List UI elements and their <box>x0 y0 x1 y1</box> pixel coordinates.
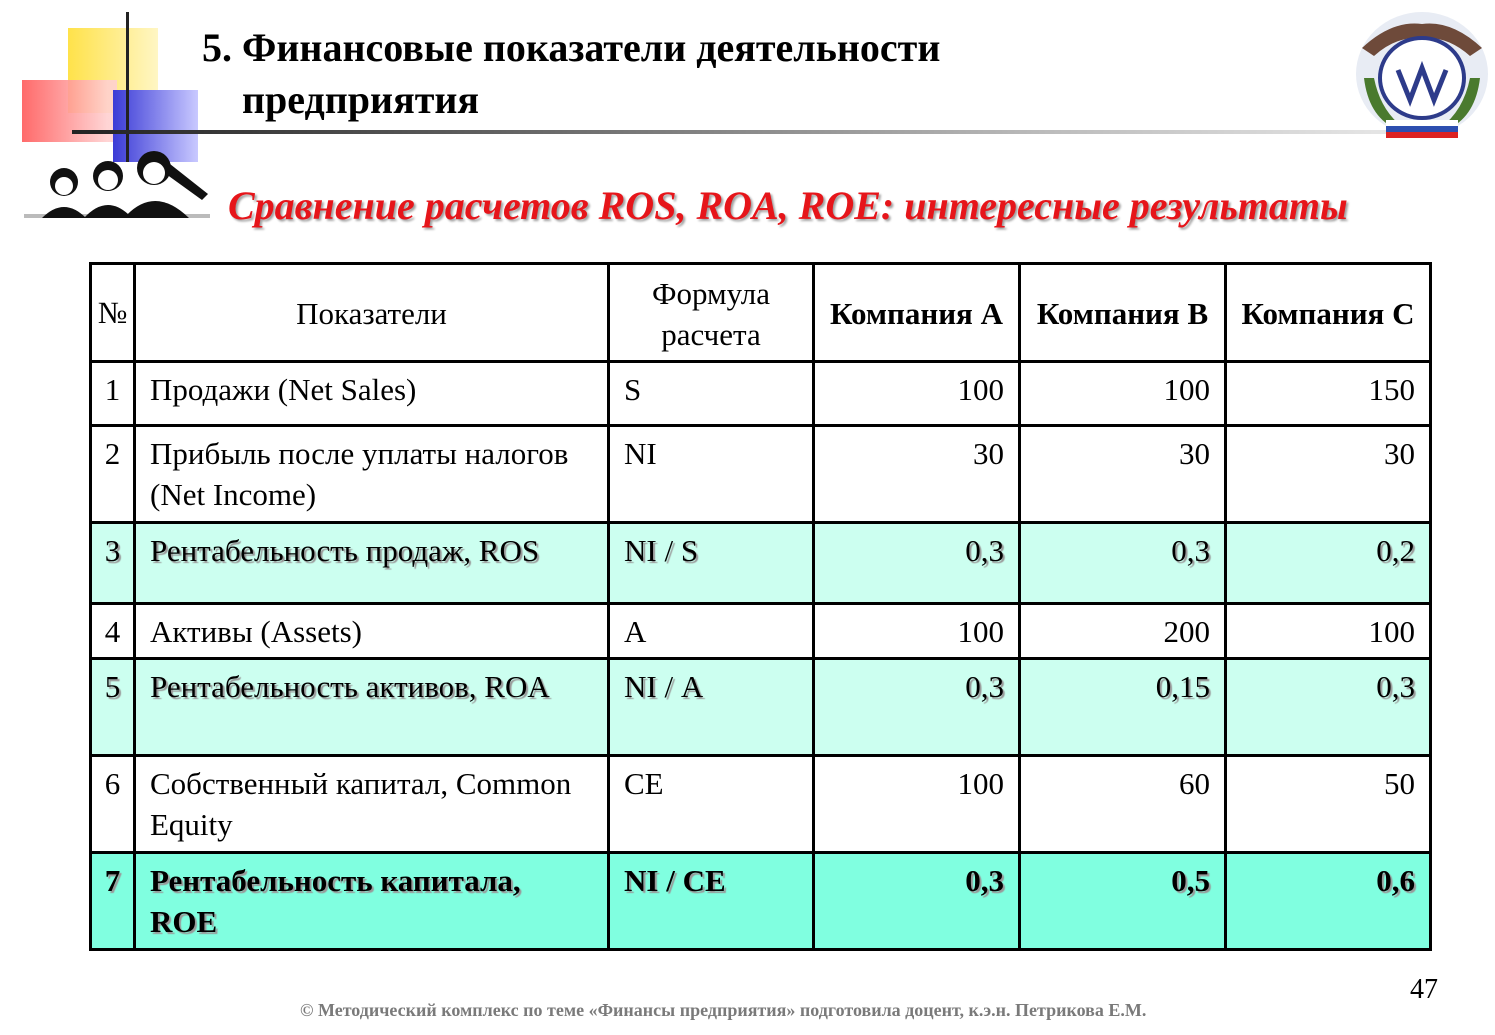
row-number: 6 <box>91 756 135 853</box>
university-emblem-icon <box>1352 8 1492 140</box>
table-row-highlighted <box>91 853 1431 950</box>
row-formula: CE <box>609 756 814 853</box>
value-company-c: 150 <box>1226 362 1431 426</box>
row-number: 2 <box>91 426 135 523</box>
header-company-c: Компания С <box>1226 264 1431 362</box>
row-number: 7 <box>91 853 135 950</box>
footer-copyright: © Методический комплекс по теме «Финансы предприятия» подготовила доцент, к.э.н. Петрикова Е.М. <box>300 1000 1147 1020</box>
value-company-a: 100 <box>814 362 1020 426</box>
row-formula: NI / А <box>609 659 814 756</box>
value-company-b: 100 <box>1020 362 1226 426</box>
row-number: 5 <box>91 659 135 756</box>
table-header-row <box>91 264 1431 362</box>
value-company-b: 0,15 <box>1020 659 1226 756</box>
value-company-c: 100 <box>1226 604 1431 659</box>
financial-indicators-table <box>89 262 1432 951</box>
saluting-sailors-illustration <box>24 150 210 222</box>
row-indicator: Рентабельность активов, ROA <box>135 659 609 756</box>
table-row <box>91 604 1431 659</box>
row-indicator: Собственный капитал, Common Equity <box>135 756 609 853</box>
value-company-c: 50 <box>1226 756 1431 853</box>
value-company-b: 0,5 <box>1020 853 1226 950</box>
title-underline <box>72 130 1457 134</box>
value-company-a: 0,3 <box>814 523 1020 604</box>
header-company-b: Компания В <box>1020 264 1226 362</box>
row-formula: NI / S <box>609 523 814 604</box>
value-company-a: 100 <box>814 604 1020 659</box>
value-company-b: 30 <box>1020 426 1226 523</box>
table-row <box>91 756 1431 853</box>
value-company-a: 0,3 <box>814 853 1020 950</box>
value-company-b: 60 <box>1020 756 1226 853</box>
header-company-a: Компания А <box>814 264 1020 362</box>
value-company-c: 0,3 <box>1226 659 1431 756</box>
value-company-c: 30 <box>1226 426 1431 523</box>
header-number: № <box>91 264 135 362</box>
value-company-a: 100 <box>814 756 1020 853</box>
value-company-c: 0,6 <box>1226 853 1431 950</box>
row-indicator: Рентабельность капитала, ROE <box>135 853 609 950</box>
row-number: 1 <box>91 362 135 426</box>
value-company-b: 200 <box>1020 604 1226 659</box>
row-formula: А <box>609 604 814 659</box>
slide-subtitle: Сравнение расчетов ROS, ROA, ROE: интересные результаты <box>228 183 1348 228</box>
decor-vertical-line <box>126 12 129 162</box>
row-formula: NI <box>609 426 814 523</box>
row-number: 4 <box>91 604 135 659</box>
value-company-b: 0,3 <box>1020 523 1226 604</box>
table-row-highlighted <box>91 523 1431 604</box>
row-indicator: Активы (Assets) <box>135 604 609 659</box>
value-company-a: 0,3 <box>814 659 1020 756</box>
value-company-a: 30 <box>814 426 1020 523</box>
row-number: 3 <box>91 523 135 604</box>
page-title: 5. Финансовые показатели деятельности предприятия <box>202 25 941 122</box>
row-indicator: Продажи (Net Sales) <box>135 362 609 426</box>
table-row-highlighted <box>91 659 1431 756</box>
row-indicator: Прибыль после уплаты налогов (Net Income) <box>135 426 609 523</box>
header-indicator: Показатели <box>135 264 609 362</box>
table-row <box>91 426 1431 523</box>
table-row <box>91 362 1431 426</box>
page-number: 47 <box>1410 974 1438 1005</box>
row-formula: NI / CE <box>609 853 814 950</box>
header-formula: Формула расчета <box>609 264 814 362</box>
row-indicator: Рентабельность продаж, ROS <box>135 523 609 604</box>
value-company-c: 0,2 <box>1226 523 1431 604</box>
row-formula: S <box>609 362 814 426</box>
